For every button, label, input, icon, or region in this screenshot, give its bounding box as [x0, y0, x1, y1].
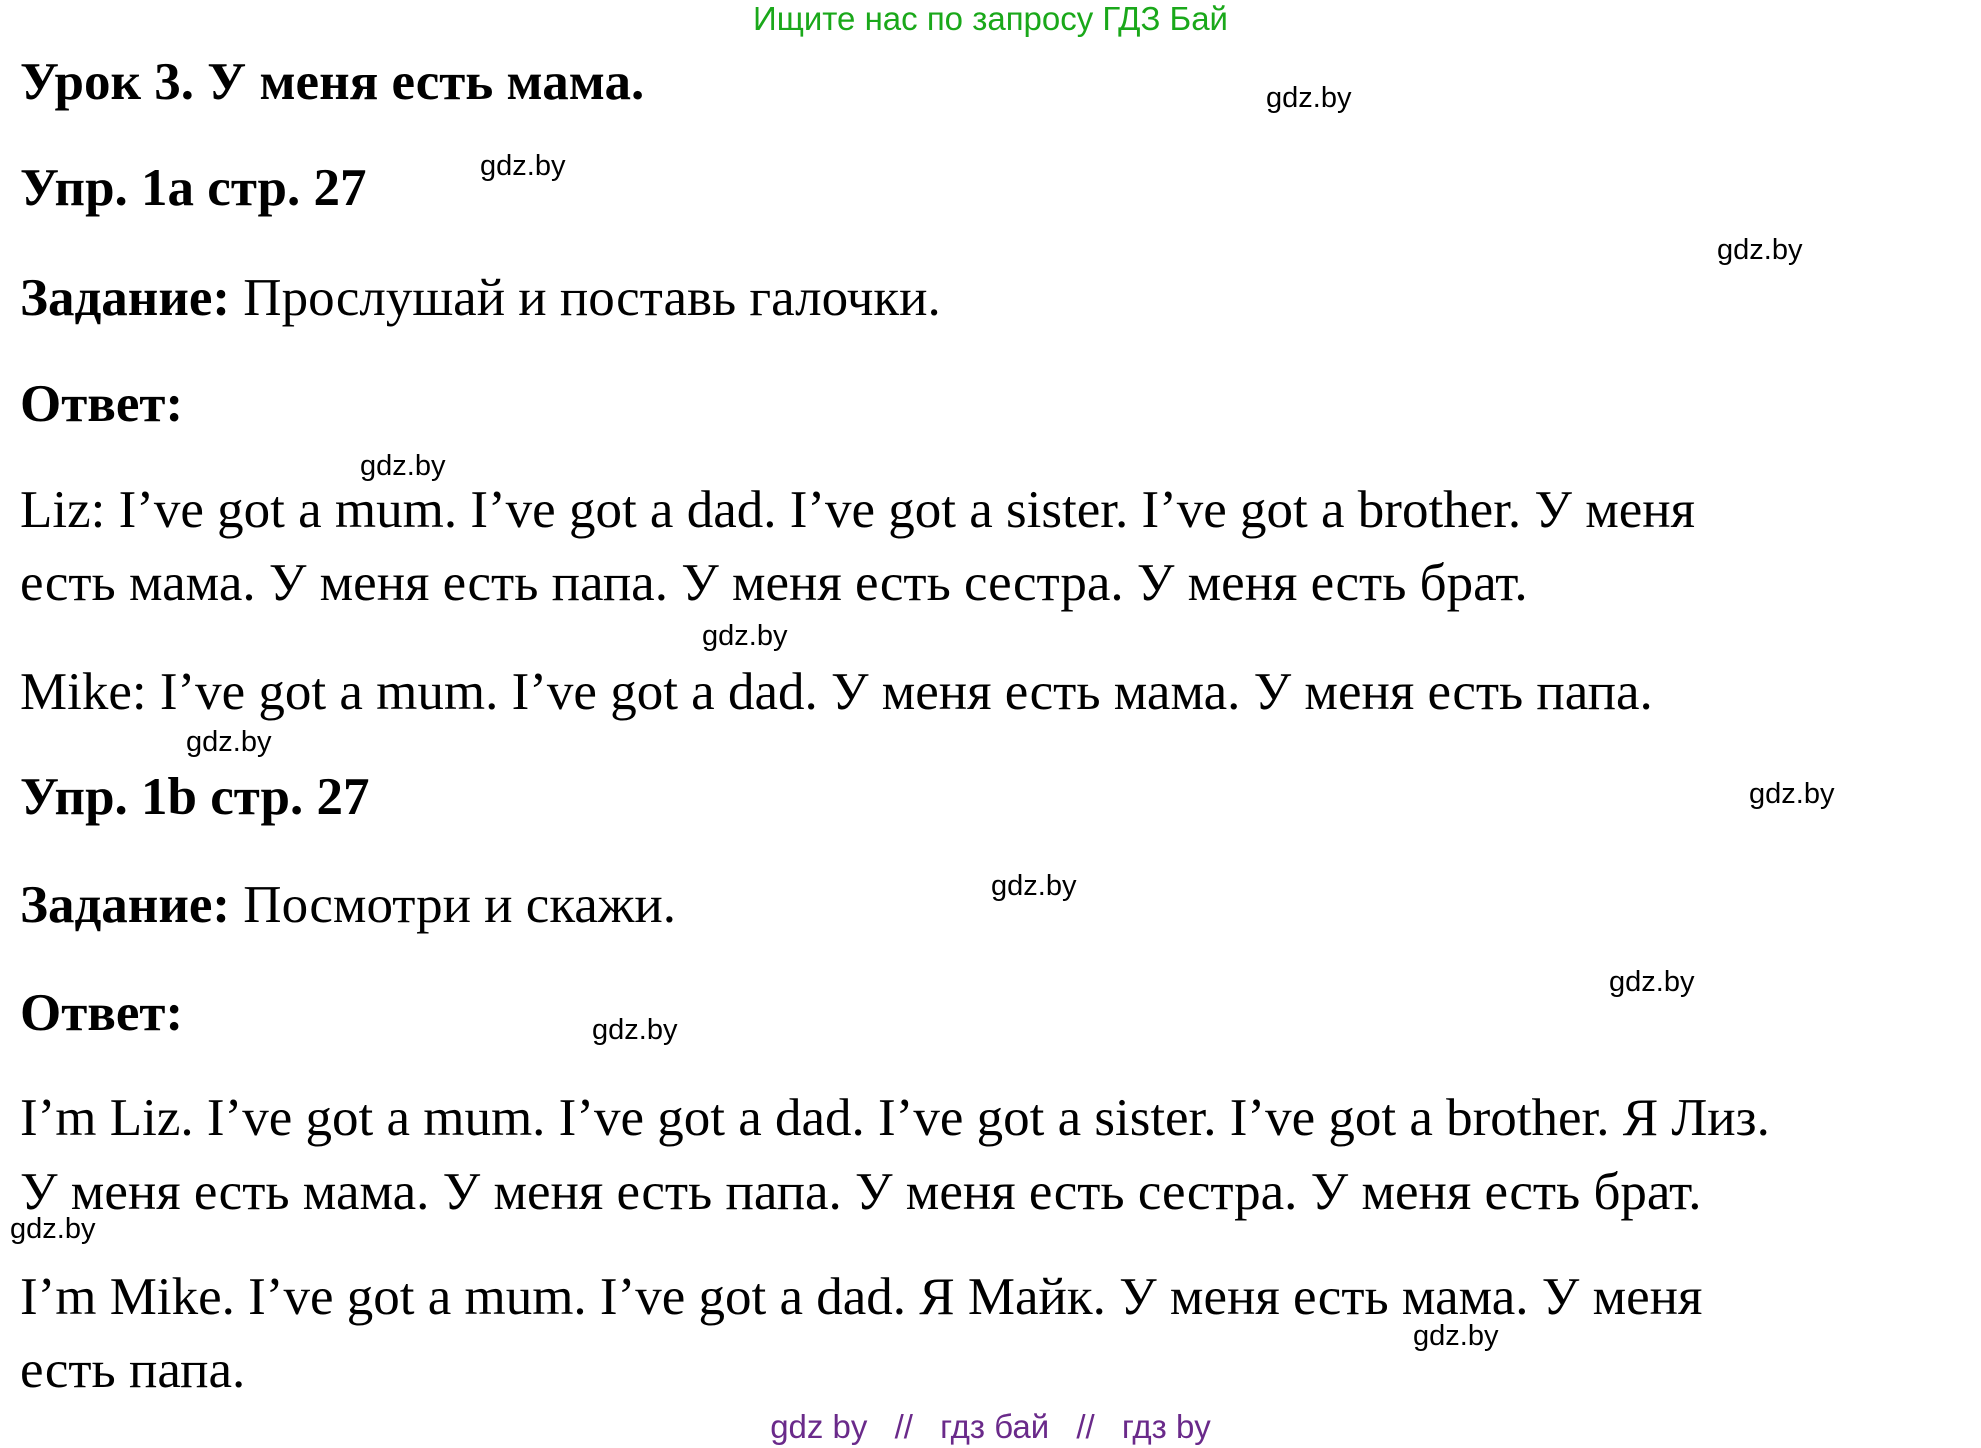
watermark: gdz.by	[480, 150, 566, 182]
exercise-1b-answer-line: I’m Liz. I’ve got a mum. I’ve got a dad. I’ve got a sister. I’ve got a brother. Я Лиз.	[20, 1089, 1770, 1147]
task-label: Задание:	[20, 269, 231, 327]
top-banner[interactable]: Ищите нас по запросу ГДЗ Бай	[753, 0, 1228, 37]
exercise-1a-answer-line: есть мама. У меня есть папа. У меня есть сестра. У меня есть брат.	[20, 554, 1528, 612]
watermark: gdz.by	[360, 450, 446, 482]
footer-link[interactable]: gdz by	[770, 1408, 868, 1445]
exercise-1a-answer-label: Ответ:	[20, 375, 184, 433]
watermark: gdz.by	[10, 1213, 96, 1245]
exercise-1b-answer-line: У меня есть мама. У меня есть папа. У меня есть сестра. У меня есть брат.	[20, 1163, 1702, 1221]
footer-links	[0, 1408, 1981, 1446]
exercise-1b-answer-line: I’m Mike. I’ve got a mum. I’ve got a dad. Я Майк. У меня есть мама. У меня	[20, 1268, 1703, 1326]
task-text: Посмотри и скажи.	[243, 876, 677, 934]
lesson-title: Урок 3. У меня есть мама.	[20, 53, 645, 111]
exercise-1b-task	[20, 875, 676, 935]
footer-link[interactable]: гдз by	[1121, 1408, 1211, 1445]
exercise-1b-answer-line: есть папа.	[20, 1341, 246, 1399]
watermark: gdz.by	[1266, 82, 1352, 114]
exercise-1a-answer-line: Mike: I’ve got a mum. I’ve got a dad. У меня есть мама. У меня есть папа.	[20, 663, 1653, 721]
exercise-1a-answer-line: Liz: I’ve got a mum. I’ve got a dad. I’ve got a sister. I’ve got a brother. У меня	[20, 481, 1696, 539]
watermark: gdz.by	[1717, 234, 1803, 266]
watermark: gdz.by	[592, 1014, 678, 1046]
footer-separator: //	[1076, 1408, 1095, 1445]
watermark: gdz.by	[702, 620, 788, 652]
footer-link[interactable]: гдз бай	[940, 1408, 1050, 1445]
watermark: gdz.by	[1609, 966, 1695, 998]
exercise-1b-title: Упр. 1b стр. 27	[20, 768, 370, 826]
exercise-1a-task	[20, 268, 941, 328]
watermark: gdz.by	[186, 726, 272, 758]
exercise-1a-title: Упр. 1a стр. 27	[20, 159, 367, 217]
watermark: gdz.by	[991, 870, 1077, 902]
footer-separator: //	[894, 1408, 913, 1445]
task-label: Задание:	[20, 876, 231, 934]
task-text: Прослушай и поставь галочки.	[243, 269, 941, 327]
watermark: gdz.by	[1749, 778, 1835, 810]
watermark: gdz.by	[1413, 1320, 1499, 1352]
exercise-1b-answer-label: Ответ:	[20, 984, 184, 1042]
